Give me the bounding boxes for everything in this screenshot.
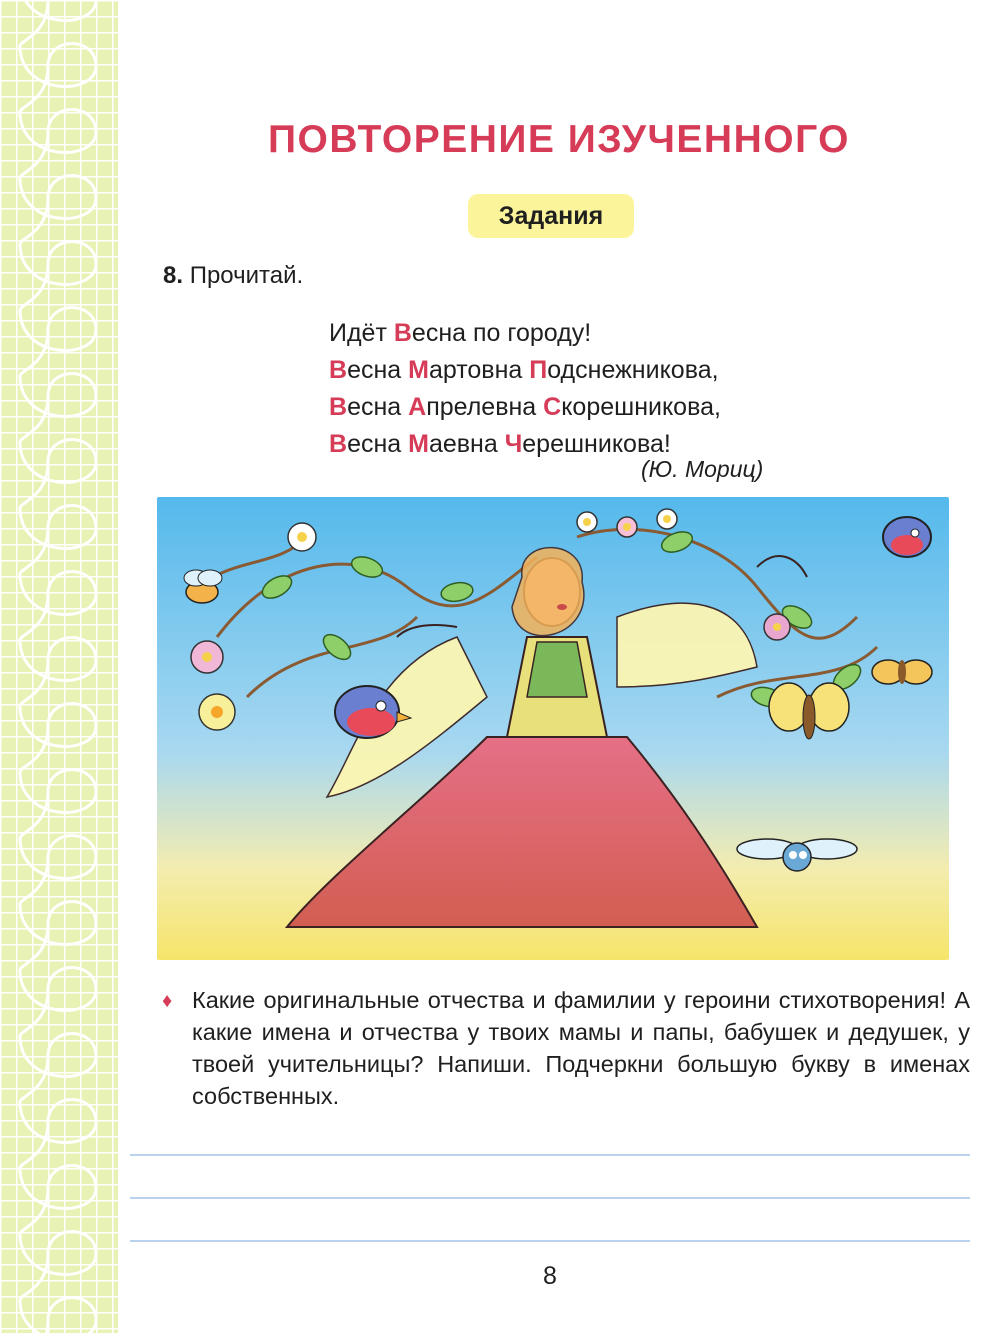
capital-letter: В bbox=[329, 393, 348, 421]
bee bbox=[184, 570, 222, 603]
bird-right bbox=[883, 517, 931, 557]
poem-text: корешникова, bbox=[561, 393, 721, 421]
poem-line bbox=[329, 315, 721, 352]
capital-letter: П bbox=[529, 356, 548, 384]
capital-letter: Ч bbox=[504, 430, 523, 458]
question-bullet-icon: ♦ bbox=[162, 990, 173, 1012]
capital-letter: С bbox=[543, 393, 562, 421]
spring-illustration bbox=[157, 497, 949, 960]
poem bbox=[329, 315, 721, 463]
section-badge: Задания bbox=[468, 194, 634, 238]
capital-letter: М bbox=[408, 430, 429, 458]
page-title: ПОВТОРЕНИЕ ИЗУЧЕННОГО bbox=[267, 118, 851, 161]
task-text: Прочитай. bbox=[189, 262, 304, 289]
poem-author: (Ю. Мориц) bbox=[641, 456, 764, 482]
poem-text: одснежникова, bbox=[547, 356, 719, 384]
page-number: 8 bbox=[543, 1262, 557, 1290]
poem-text: есна bbox=[347, 430, 409, 458]
capital-letter: В bbox=[329, 356, 348, 384]
poem-text: Идёт bbox=[329, 319, 394, 347]
poem-text: есна bbox=[347, 393, 409, 421]
loop-pattern bbox=[0, 0, 118, 1333]
poem-text: аевна bbox=[428, 430, 505, 458]
capital-letter: В bbox=[393, 319, 412, 347]
answer-line[interactable] bbox=[130, 1197, 970, 1199]
poem-line bbox=[329, 352, 721, 389]
capital-letter: М bbox=[408, 356, 429, 384]
poem-text: прелевна bbox=[426, 393, 544, 421]
poem-text: артовна bbox=[428, 356, 530, 384]
poem-text: есна bbox=[347, 356, 409, 384]
capital-letter: В bbox=[329, 430, 348, 458]
moth bbox=[872, 660, 932, 684]
answer-line[interactable] bbox=[130, 1240, 970, 1242]
poem-line bbox=[329, 389, 721, 426]
capital-letter: А bbox=[408, 393, 427, 421]
poem-text: есна по городу! bbox=[411, 319, 592, 347]
task-number: 8. bbox=[163, 262, 184, 289]
question-text: Какие оригинальные отчества и фамилии у героини стихотворения! А какие имена и отчества у твоих мамы и папы, бабушек и дедушек, у твоей учительницы? Напиши. Подчеркни большую букву в именах собственных. bbox=[192, 987, 970, 1109]
decorative-side-strip bbox=[0, 0, 118, 1333]
task-instruction bbox=[163, 262, 303, 290]
answer-line[interactable] bbox=[130, 1154, 970, 1156]
poem-text: ерешникова! bbox=[522, 430, 671, 458]
